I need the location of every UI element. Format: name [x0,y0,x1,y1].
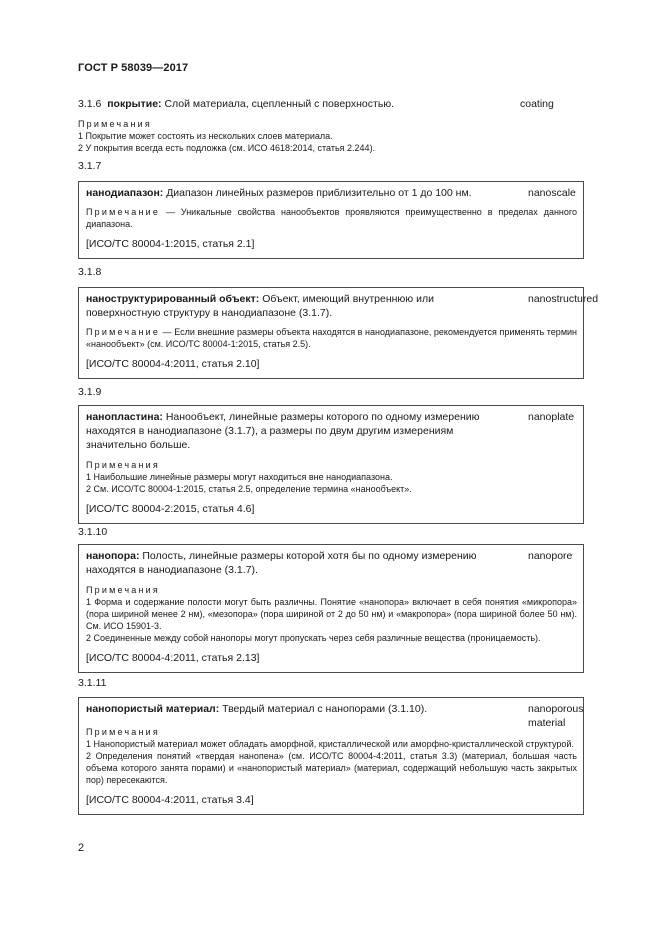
source-reference: [ИСО/ТС 80004-4:2011, статья 3.4] [86,794,254,806]
entry-box-3-1-8 [78,287,599,379]
entry-number: 3.1.7 [78,160,102,172]
note-2: 2 См. ИСО/ТС 80004-1:2015, статья 2.5, определение термина «нанообъект». [86,484,412,494]
note-1: 1 Покрытие может состоять из нескольких слоев материала. [78,131,333,141]
entry-row [86,702,584,729]
note-text: — Если внешние размеры объекта находятся в нанодиапазоне, рекомендуется применять термин «нанообъект» (см. ИСО/ТС 80004-1:2015, статья 2.5). [86,327,577,349]
english-term: nanostructured [528,293,599,305]
entry-box-3-1-11 [78,697,584,815]
entry-box-3-1-7 [78,181,584,259]
note [86,326,577,350]
note-1: 1 Нанопористый материал может обладать аморфной, кристаллической или аморфно-кристаллической структурой. [86,739,574,749]
definition [86,292,504,320]
note-1: 1 Форма и содержание полости могут быть различны. Понятие «нанопора» включает в себя понятия «микропора» (пора шириной менее 2 нм), «мезопора» (пора шириной от 2 до 50 нм) и «макропора» (пора шириной более 50 нм). См. ИСО 15901-3. [86,597,577,631]
english-term: nanoplate [528,411,575,423]
note [86,206,577,230]
definition-text: Твердый материал с нанопорами (3.1.10). [219,703,428,715]
notes-heading: Примечания [86,460,160,470]
document-header: ГОСТ Р 58039—2017 [78,62,189,74]
definition [86,186,504,200]
entry-box-3-1-9 [78,405,584,524]
source-reference: [ИСО/ТС 80004-2:2015, статья 4.6] [86,503,255,515]
term: покрытие: [107,98,162,110]
note-2: 2 Определения понятий «твердая нанопена» (см. ИСО/ТС 80004-4:2011, статья 3.3) (материал, большая часть объема которого занята порами) и «нанопористый материал» (материал, содержащий небольшую часть закрытых пор) пересекаются. [86,751,577,785]
source-reference: [ИСО/ТС 80004-1:2015, статья 2.1] [86,238,255,250]
entry-row [86,410,577,452]
entry-row [86,549,577,577]
entry-row [78,97,586,111]
entry-row [86,186,577,200]
entry-3-1-6 [78,97,586,154]
definition-text: Слой материала, сцепленный с поверхностью. [161,98,395,110]
term: нанодиапазон: [86,187,164,199]
entry-number: 3.1.9 [78,386,102,398]
page-number: 2 [78,842,85,854]
notes-heading: Примечания [86,585,160,595]
entry-number: 3.1.8 [78,266,102,278]
definition-text: Полость, линейные размеры которой хотя бы по одному измерению находятся в нанодиапазоне (3.1.7). [86,550,477,576]
notes-heading: Примечания [86,727,160,737]
notes-heading: Примечания [78,119,152,129]
source-reference: [ИСО/ТС 80004-4:2011, статья 2.10] [86,358,260,370]
definition-text: Диапазон линейных размеров приблизительно от 1 до 100 нм. [163,187,472,199]
note-label: Примечание [86,207,161,217]
definition [78,97,508,111]
entry-number: 3.1.11 [78,677,107,689]
note-1: 1 Наибольшие линейные размеры могут находиться вне нанодиапазона. [86,472,393,482]
definition [86,410,504,452]
note-label: Примечание [86,327,161,337]
source-reference: [ИСО/ТС 80004-4:2011, статья 2.13] [86,652,260,664]
note-2: 2 Соединенные между собой нанопоры могут пропускать через себя различные вещества (проницаемость). [86,633,541,643]
english-term: nanoscale [528,187,576,199]
note-text: — Уникальные свойства нанообъектов проявляются преимущественно в пределах данного диапазона. [86,207,577,229]
entry-number: 3.1.6 [78,98,102,110]
definition-text: Нанообъект, линейные размеры которого по одному измерению находятся в нанодиапазоне (3.1.7), а размеры по двум другим измерениям значительно больше. [86,411,480,451]
english-term: nanopore [528,550,573,562]
entry-number: 3.1.10 [78,526,108,538]
definition-text: Объект, имеющий внутреннюю или поверхностную структуру в нанодиапазоне (3.1.7). [86,293,434,319]
term: наноструктурированный объект: [86,293,260,305]
term: нанопластина: [86,411,163,423]
english-term: nanoporous material [528,703,584,729]
entry-box-3-1-10 [78,544,584,673]
term: нанопористый материал: [86,703,220,715]
definition [86,702,504,716]
note-2: 2 У покрытия всегда есть подложка (см. ИСО 4618:2014, статья 2.244). [78,143,376,153]
entry-row [86,292,599,320]
term: нанопора: [86,550,140,562]
definition [86,549,504,577]
english-term: coating [520,98,554,110]
